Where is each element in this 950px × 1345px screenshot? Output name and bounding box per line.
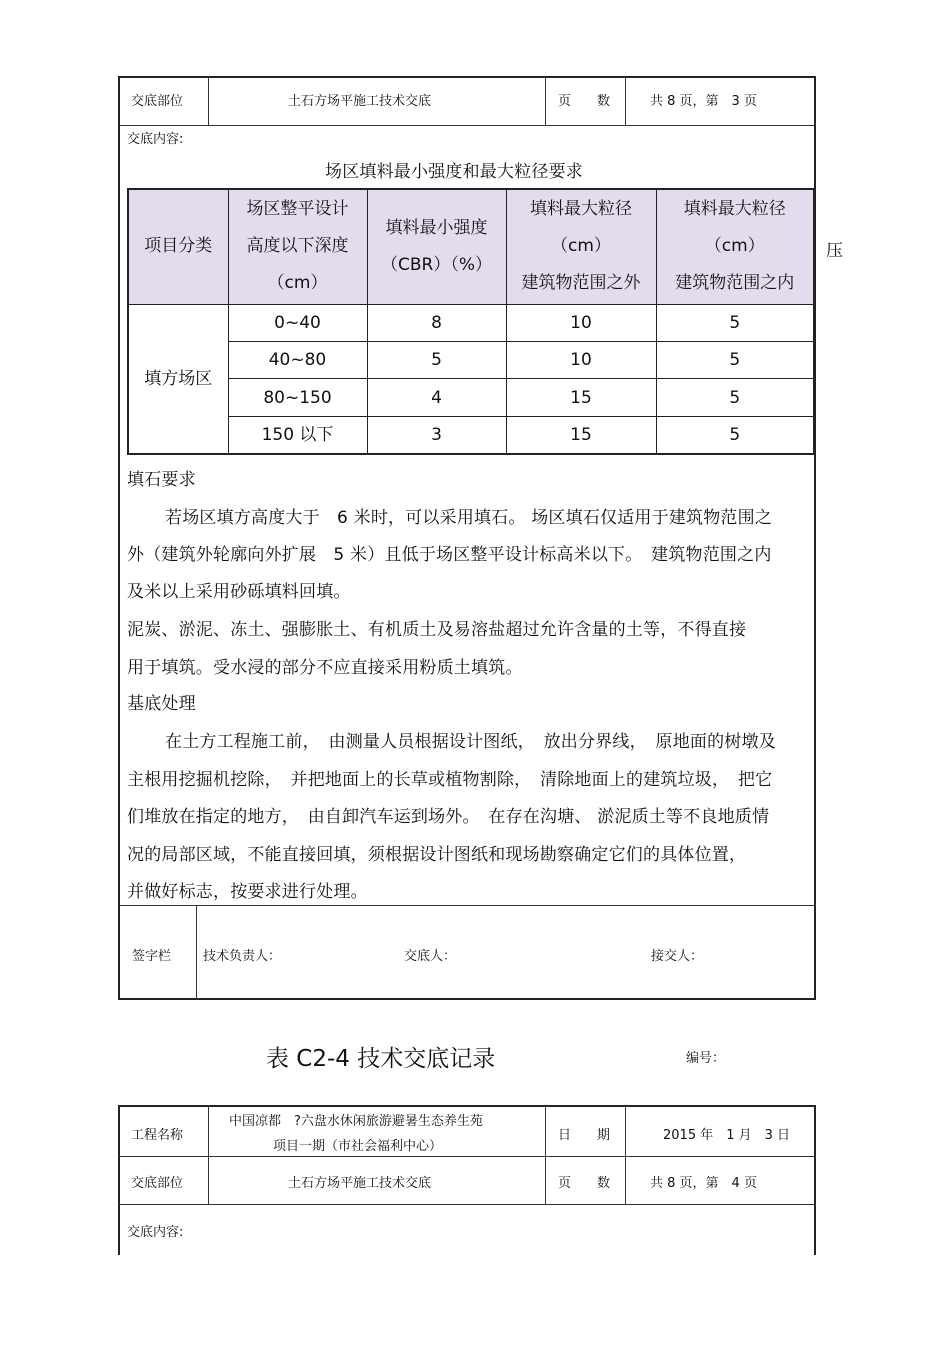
content-label: 交底内容: — [127, 132, 184, 147]
side-note: 压 — [826, 241, 844, 261]
divider — [208, 1105, 209, 1204]
table-cell: 3 — [367, 416, 506, 454]
paragraph-line: 主根用挖掘机挖除， 并把地面上的长草或植物割除， 清除地面上的建筑垃圾， 把它 — [127, 770, 773, 790]
table-row — [128, 342, 814, 379]
header-max-size-outside: 填料最大粒径 （cm） 建筑物范围之外 — [506, 189, 656, 304]
page-label: 页 数 — [558, 1176, 611, 1191]
table-cell: 15 — [506, 416, 656, 454]
header-min-strength: 填料最小强度 （CBR）（%） — [367, 189, 506, 304]
table-cell: 10 — [506, 304, 656, 341]
table-cell: 5 — [367, 342, 506, 379]
page-value: 共 8 页，第 3 页 — [650, 94, 757, 109]
page-value: 共 8 页，第 4 页 — [650, 1176, 757, 1191]
paragraph-line: 况的局部区域，不能直接回填，须根据设计图纸和现场勘察确定它们的具体位置， — [127, 845, 747, 865]
table-title: 场区填料最小强度和最大粒径要求 — [325, 162, 583, 182]
table-row — [128, 304, 814, 341]
project-name-line1: 中国凉都 ?六盘水休闲旅游避暑生态养生苑 — [229, 1114, 483, 1129]
divider — [545, 76, 546, 125]
fill-requirements-table — [127, 188, 815, 455]
table-row — [128, 416, 814, 454]
paragraph-line: 在土方工程施工前， 由测量人员根据设计图纸， 放出分界线， 原地面的树墩及 — [165, 732, 776, 752]
date-value: 2015 年 1 月 3 日 — [663, 1128, 791, 1143]
receiver-signature: 接交人： — [651, 949, 704, 964]
date-label: 日 期 — [558, 1128, 611, 1143]
table-cell: 4 — [367, 379, 506, 416]
table-cell: 80~150 — [228, 379, 367, 416]
serial-label: 编号： — [686, 1051, 726, 1066]
signature-label: 签字栏 — [132, 949, 172, 964]
table-cell: 8 — [367, 304, 506, 341]
paragraph-line: 及米以上采用砂砾填料回填。 — [127, 582, 351, 602]
divider — [208, 76, 209, 125]
divider — [118, 1204, 816, 1205]
paragraph-line: 泥炭、淤泥、冻土、强膨胀土、有机质土及易溶盐超过允许含量的土等，不得直接 — [127, 620, 747, 640]
paragraph-line: 若场区填方高度大于 6 米时，可以采用填石。 场区填石仅适用于建筑物范围之 — [165, 508, 773, 528]
project-name-line2: 项目一期（市社会福利中心） — [273, 1139, 443, 1154]
divider — [545, 1105, 546, 1204]
content-label: 交底内容: — [127, 1225, 184, 1240]
table-cell: 0~40 — [228, 304, 367, 341]
row-group-label: 填方场区 — [128, 304, 228, 454]
table-cell: 5 — [656, 379, 814, 416]
table-header-row — [128, 189, 814, 304]
table-cell: 5 — [656, 342, 814, 379]
page-label: 页 数 — [558, 94, 611, 109]
table-cell: 10 — [506, 342, 656, 379]
divider — [118, 1156, 816, 1157]
table-cell: 40~80 — [228, 342, 367, 379]
divider — [196, 905, 197, 1000]
table-row — [128, 379, 814, 416]
tech-lead-signature: 技术负责人： — [203, 949, 282, 964]
table-cell: 5 — [656, 416, 814, 454]
table-cell: 150 以下 — [228, 416, 367, 454]
fill-stone-heading: 填石要求 — [127, 470, 196, 490]
header-max-size-inside: 填料最大粒径 （cm） 建筑物范围之内 — [656, 189, 814, 304]
header-depth: 场区整平设计 高度以下深度 （cm） — [228, 189, 367, 304]
table-cell: 5 — [656, 304, 814, 341]
submitter-signature: 交底人： — [404, 949, 457, 964]
divider — [625, 1105, 626, 1204]
base-heading: 基底处理 — [127, 694, 196, 714]
paragraph-line: 外（建筑外轮廓向外扩展 5 米）且低于场区整平设计标高米以下。 建筑物范围之内 — [127, 545, 772, 565]
divider — [625, 76, 626, 125]
section-label: 交底部位 — [131, 1176, 184, 1191]
section-value: 土石方场平施工技术交底 — [288, 1176, 432, 1191]
paragraph-line: 们堆放在指定的地方， 由自卸汽车运到场外。 在存在沟塘、 淤泥质土等不良地质情 — [127, 807, 770, 827]
section-label: 交底部位 — [131, 94, 184, 109]
paragraph-line: 并做好标志，按要求进行处理。 — [127, 882, 368, 902]
table-cell: 15 — [506, 379, 656, 416]
paragraph-line: 用于填筑。受水浸的部分不应直接采用粉质土填筑。 — [127, 658, 523, 678]
divider — [118, 905, 816, 906]
page-title: 表 C2-4 技术交底记录 — [266, 1046, 496, 1072]
divider — [118, 125, 816, 126]
project-label: 工程名称 — [131, 1128, 184, 1143]
header-category: 项目分类 — [128, 189, 228, 304]
section-value: 土石方场平施工技术交底 — [288, 94, 432, 109]
